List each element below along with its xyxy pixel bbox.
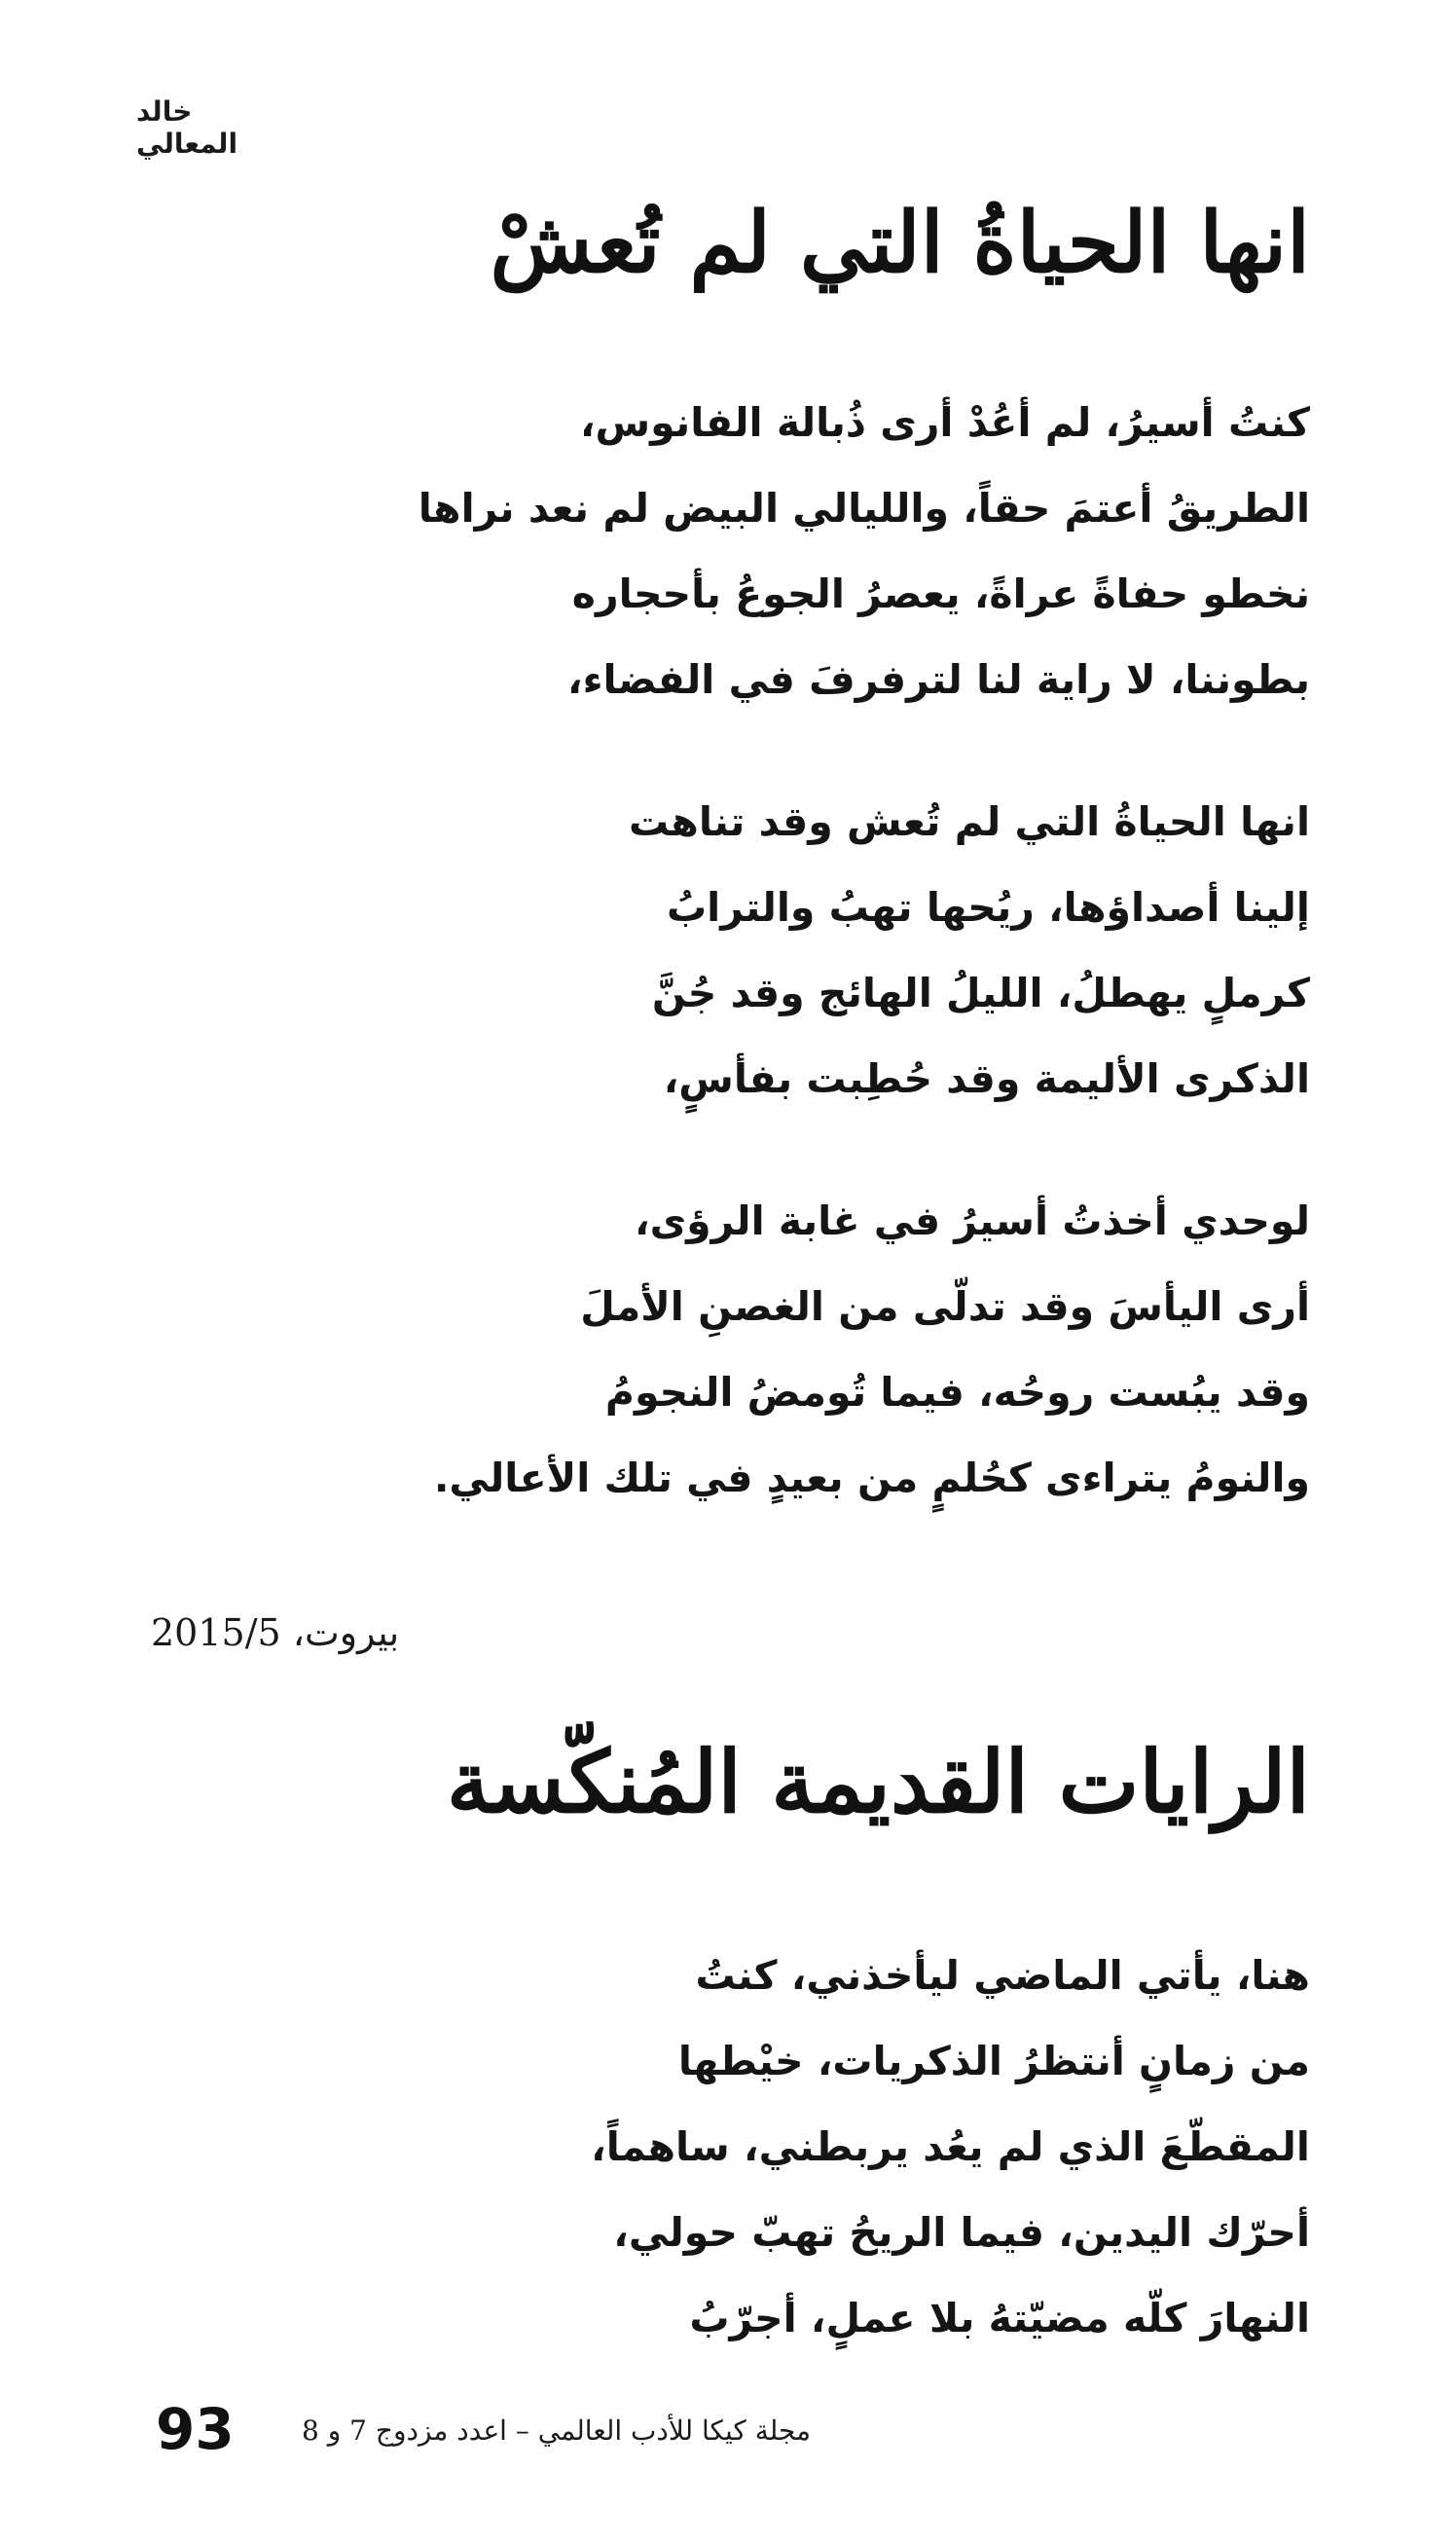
poem-line: كرملٍ يهطلُ، الليلُ الهائج وقد جُنَّ bbox=[651, 970, 1310, 1016]
poem-line: أحرّك اليدين، فيما الريحُ تهبّ حولي، bbox=[613, 2209, 1310, 2256]
poem-line: انها الحياةُ التي لم تُعش وقد تناهت bbox=[629, 798, 1310, 845]
poem-line: أرى اليأسَ وقد تدلّى من الغصنِ الأملَ bbox=[580, 1283, 1310, 1330]
author-name: خالد المعالي bbox=[136, 95, 238, 160]
page-number: 93 bbox=[156, 2396, 235, 2462]
page-footer bbox=[156, 2390, 1304, 2468]
journal-name: مجلة كيكا للأدب العالمي – اعدد مزدوج 7 و 8 bbox=[302, 2414, 812, 2447]
poem-line: الطريقُ أعتمَ حقاً، والليالي البيض لم نعد نراها bbox=[418, 485, 1310, 532]
place-and-date: بيروت، 2015/5 bbox=[151, 1611, 400, 1654]
poem-line: المقطّعَ الذي لم يعُد يربطني، ساهماً، bbox=[591, 2123, 1310, 2170]
poem-line: وقد يبُست روحُه، فيما تُومضُ النجومُ bbox=[604, 1369, 1310, 1416]
poem-line: إلينا أصداؤها، ريُحها تهبُ والترابُ bbox=[666, 884, 1310, 931]
poem-2-stanza-1 bbox=[191, 1933, 1310, 2361]
poem-1-stanza-1 bbox=[191, 380, 1310, 722]
poem-line: النهارَ كلّه مضيّتهُ بلا عملٍ، أجرّبُ bbox=[689, 2295, 1310, 2341]
poem-line: والنومُ يتراءى كحُلمٍ من بعيدٍ في تلك الأعالي. bbox=[433, 1455, 1310, 1501]
poem-1-stanza-2 bbox=[191, 779, 1310, 1122]
poem-line: لوحدي أخذتُ أسيرُ في غابة الرؤى، bbox=[635, 1198, 1310, 1244]
poem-line: الذكرى الأليمة وقد حُطِبت بفأسٍ، bbox=[663, 1055, 1310, 1102]
poem-line: هنا، يأتي الماضي ليأخذني، كنتُ bbox=[695, 1952, 1310, 1999]
poem-1-stanza-3 bbox=[191, 1178, 1310, 1521]
poem-title-1: انها الحياةُ التي لم تُعشْ bbox=[490, 194, 1310, 292]
poem-line: بطوننا، لا راية لنا لترفرفَ في الفضاء، bbox=[567, 656, 1310, 703]
poem-title-2: الرايات القديمة المُنكّسة bbox=[446, 1731, 1310, 1832]
poem-line: نخطو حفاةً عراةً، يعصرُ الجوعُ بأحجاره bbox=[571, 571, 1310, 617]
poem-line: كنتُ أسيرُ، لم أعُدْ أرى ذُبالة الفانوس، bbox=[579, 399, 1310, 446]
poem-line: من زمانٍ أنتظرُ الذكريات، خيْطها bbox=[677, 2038, 1310, 2084]
